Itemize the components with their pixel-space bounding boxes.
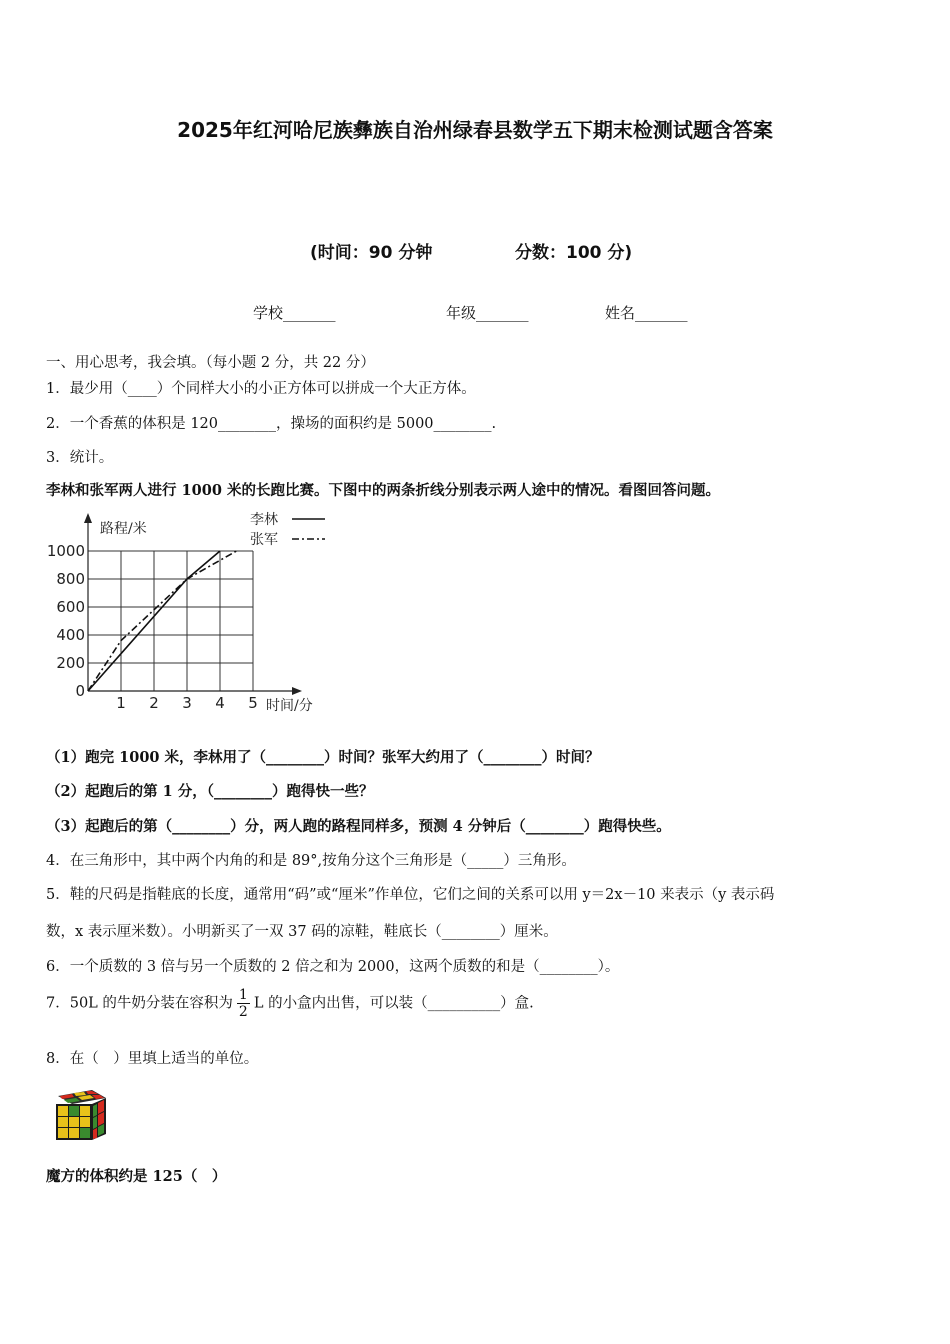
y-tick-label: 600 [56, 598, 85, 616]
chart-xlabel: 时间/分 [266, 698, 313, 714]
question-5-line-1: 5．鞋的尺码是指鞋底的长度，通常用“码”或“厘米”作单位，它们之间的关系可以用 y＝2x－10 来表示（y 表示码 [46, 887, 775, 903]
question-5-line-2: 数，x 表示厘米数）。小明新买了一双 37 码的凉鞋，鞋底长（________）厘米。 [46, 924, 558, 940]
fraction-one-half [237, 987, 250, 1020]
fraction-numerator: 1 [238, 987, 248, 1003]
grade-field: 年级_______ [446, 304, 529, 322]
chart-grid [88, 551, 253, 691]
y-axis-arrow [84, 513, 92, 523]
x-tick-label: 2 [149, 694, 159, 712]
y-tick-label: 1000 [46, 542, 85, 560]
rubiks-cube-image [52, 1086, 110, 1144]
distance-time-chart [40, 505, 340, 720]
question-6: 6．一个质数的 3 倍与另一个质数的 2 倍之和为 2000，这两个质数的和是（________）。 [46, 959, 620, 975]
x-tick-label: 5 [248, 694, 258, 712]
y-tick-label: 0 [75, 682, 85, 700]
y-tick-label: 400 [56, 626, 85, 644]
chart-tick-labels [47, 542, 258, 712]
name-field: 姓名_______ [605, 304, 688, 322]
question-3-sub-2: （2）起跑后的第 1 分，（________）跑得快一些？ [46, 783, 374, 800]
question-3-sub-3: （3）起跑后的第（________）分，两人跑的路程同样多，预测 4 分钟后（________）跑得快些。 [46, 818, 671, 835]
question-7 [46, 987, 534, 1020]
exam-time: (时间：90 分钟 [310, 243, 433, 263]
x-tick-label: 1 [116, 694, 126, 712]
question-1: 1．最少用（____）个同样大小的小正方体可以拼成一个大正方体。 [46, 381, 476, 397]
question-4: 4．在三角形中，其中两个内角的和是 89°,按角分这个三角形是（_____）三角形。 [46, 853, 576, 869]
series-line-zhang-jun [88, 551, 237, 691]
section-heading: 一、用心思考，我会填。（每小题 2 分，共 22 分） [46, 355, 375, 371]
question-7-suffix: L 的小盒内出售，可以装（__________）盒. [253, 995, 534, 1012]
x-axis-arrow [292, 687, 302, 695]
question-2: 2．一个香蕉的体积是 120________，操场的面积约是 5000________. [46, 416, 497, 432]
chart-lines [88, 551, 237, 691]
document-title: 2025年红河哈尼族彝族自治州绿春县数学五下期末检测试题含答案 [177, 118, 773, 142]
legend-label: 李林 [250, 512, 278, 528]
y-tick-label: 200 [56, 654, 85, 672]
school-field: 学校_______ [253, 304, 336, 322]
y-tick-label: 800 [56, 570, 85, 588]
x-tick-label: 4 [215, 694, 225, 712]
x-tick-label: 3 [182, 694, 192, 712]
question-3-intro: 李林和张军两人进行 1000 米的长跑比赛。下图中的两条折线分别表示两人途中的情况。看图回答问题。 [46, 482, 720, 499]
exam-score: 分数：100 分) [515, 243, 633, 263]
chart-ylabel: 路程/米 [100, 521, 147, 537]
legend-label: 张军 [250, 532, 278, 548]
question-8: 8．在（ ）里填上适当的单位。 [46, 1051, 259, 1067]
chart-legend [250, 511, 325, 548]
fraction-denominator: 2 [238, 1004, 248, 1020]
question-7-prefix: 7．50L 的牛奶分装在容积为 [46, 995, 233, 1012]
question-3: 3．统计。 [46, 450, 114, 466]
question-3-sub-1: （1）跑完 1000 米，李林用了（________）时间？张军大约用了（________）时间？ [46, 749, 600, 766]
question-8-cube-caption: 魔方的体积约是 125（ ） [46, 1168, 227, 1185]
